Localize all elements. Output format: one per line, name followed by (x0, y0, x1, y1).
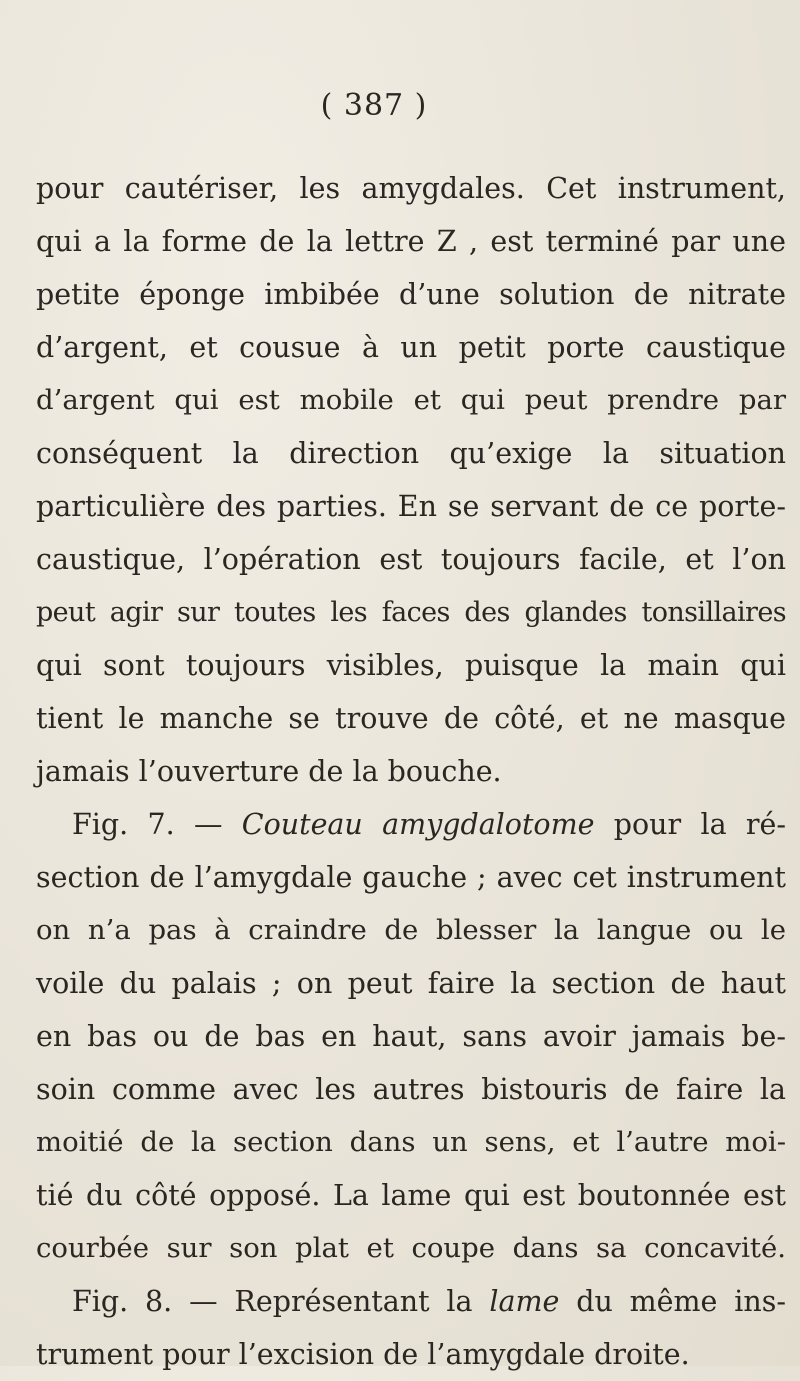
text-line: d’argent qui est mobile et qui peut prendre par (36, 384, 786, 416)
text-line: conséquent la direction qu’exige la situation (36, 437, 786, 470)
text-line: petite éponge imbibée d’une solution de nitrate (36, 278, 786, 311)
text-line: on n’a pas à craindre de blesser la langue ou le (36, 914, 786, 946)
page-number: ( 387 ) (320, 88, 428, 123)
text-line: tient le manche se trouve de côté, et ne masque (36, 702, 786, 735)
text-line: soin comme avec les autres bistouris de faire la (36, 1073, 786, 1106)
fig7-continuation: pour la ré- (594, 808, 786, 841)
fig8-italic-term: lame (489, 1285, 560, 1318)
text-line: qui sont toujours visibles, puisque la main qui (36, 649, 786, 682)
text-line: trument pour l’excision de l’amygdale droite. (36, 1338, 690, 1371)
text-line: particulière des parties. En se servant de ce porte- (36, 490, 786, 523)
text-line: d’argent, et cousue à un petit porte caustique (36, 331, 786, 364)
text-line: jamais l’ouverture de la bouche. (36, 755, 502, 788)
body-text (36, 162, 786, 1381)
text-line: en bas ou de bas en haut, sans avoir jamais be- (36, 1020, 786, 1053)
figure-8-caption-line (36, 1275, 786, 1328)
text-line: tié du côté opposé. La lame qui est boutonnée est (36, 1179, 786, 1212)
figure-7-caption-line (36, 798, 786, 851)
text-line: peut agir sur toutes les faces des glandes tonsillaires (36, 597, 786, 628)
text-line: qui a la forme de la lettre Z , est terminé par une (36, 225, 786, 258)
text-line: section de l’amygdale gauche ; avec cet instrument (36, 861, 786, 894)
fig7-italic-term: Couteau amygdalotome (241, 808, 595, 841)
fig8-label: Fig. 8. — Représentant la (72, 1285, 490, 1318)
text-line: caustique, l’opération est toujours facile, et l’on (36, 543, 786, 576)
text-line: voile du palais ; on peut faire la section de haut (36, 967, 786, 1000)
text-line: moitié de la section dans un sens, et l’autre moi- (36, 1126, 786, 1158)
text-line: pour cautériser, les amygdales. Cet instrument, (36, 172, 786, 205)
text-line: courbée sur son plat et coupe dans sa concavité. (36, 1232, 786, 1264)
fig8-continuation: du même ins- (559, 1285, 786, 1318)
fig7-label: Fig. 7. — (72, 808, 242, 841)
